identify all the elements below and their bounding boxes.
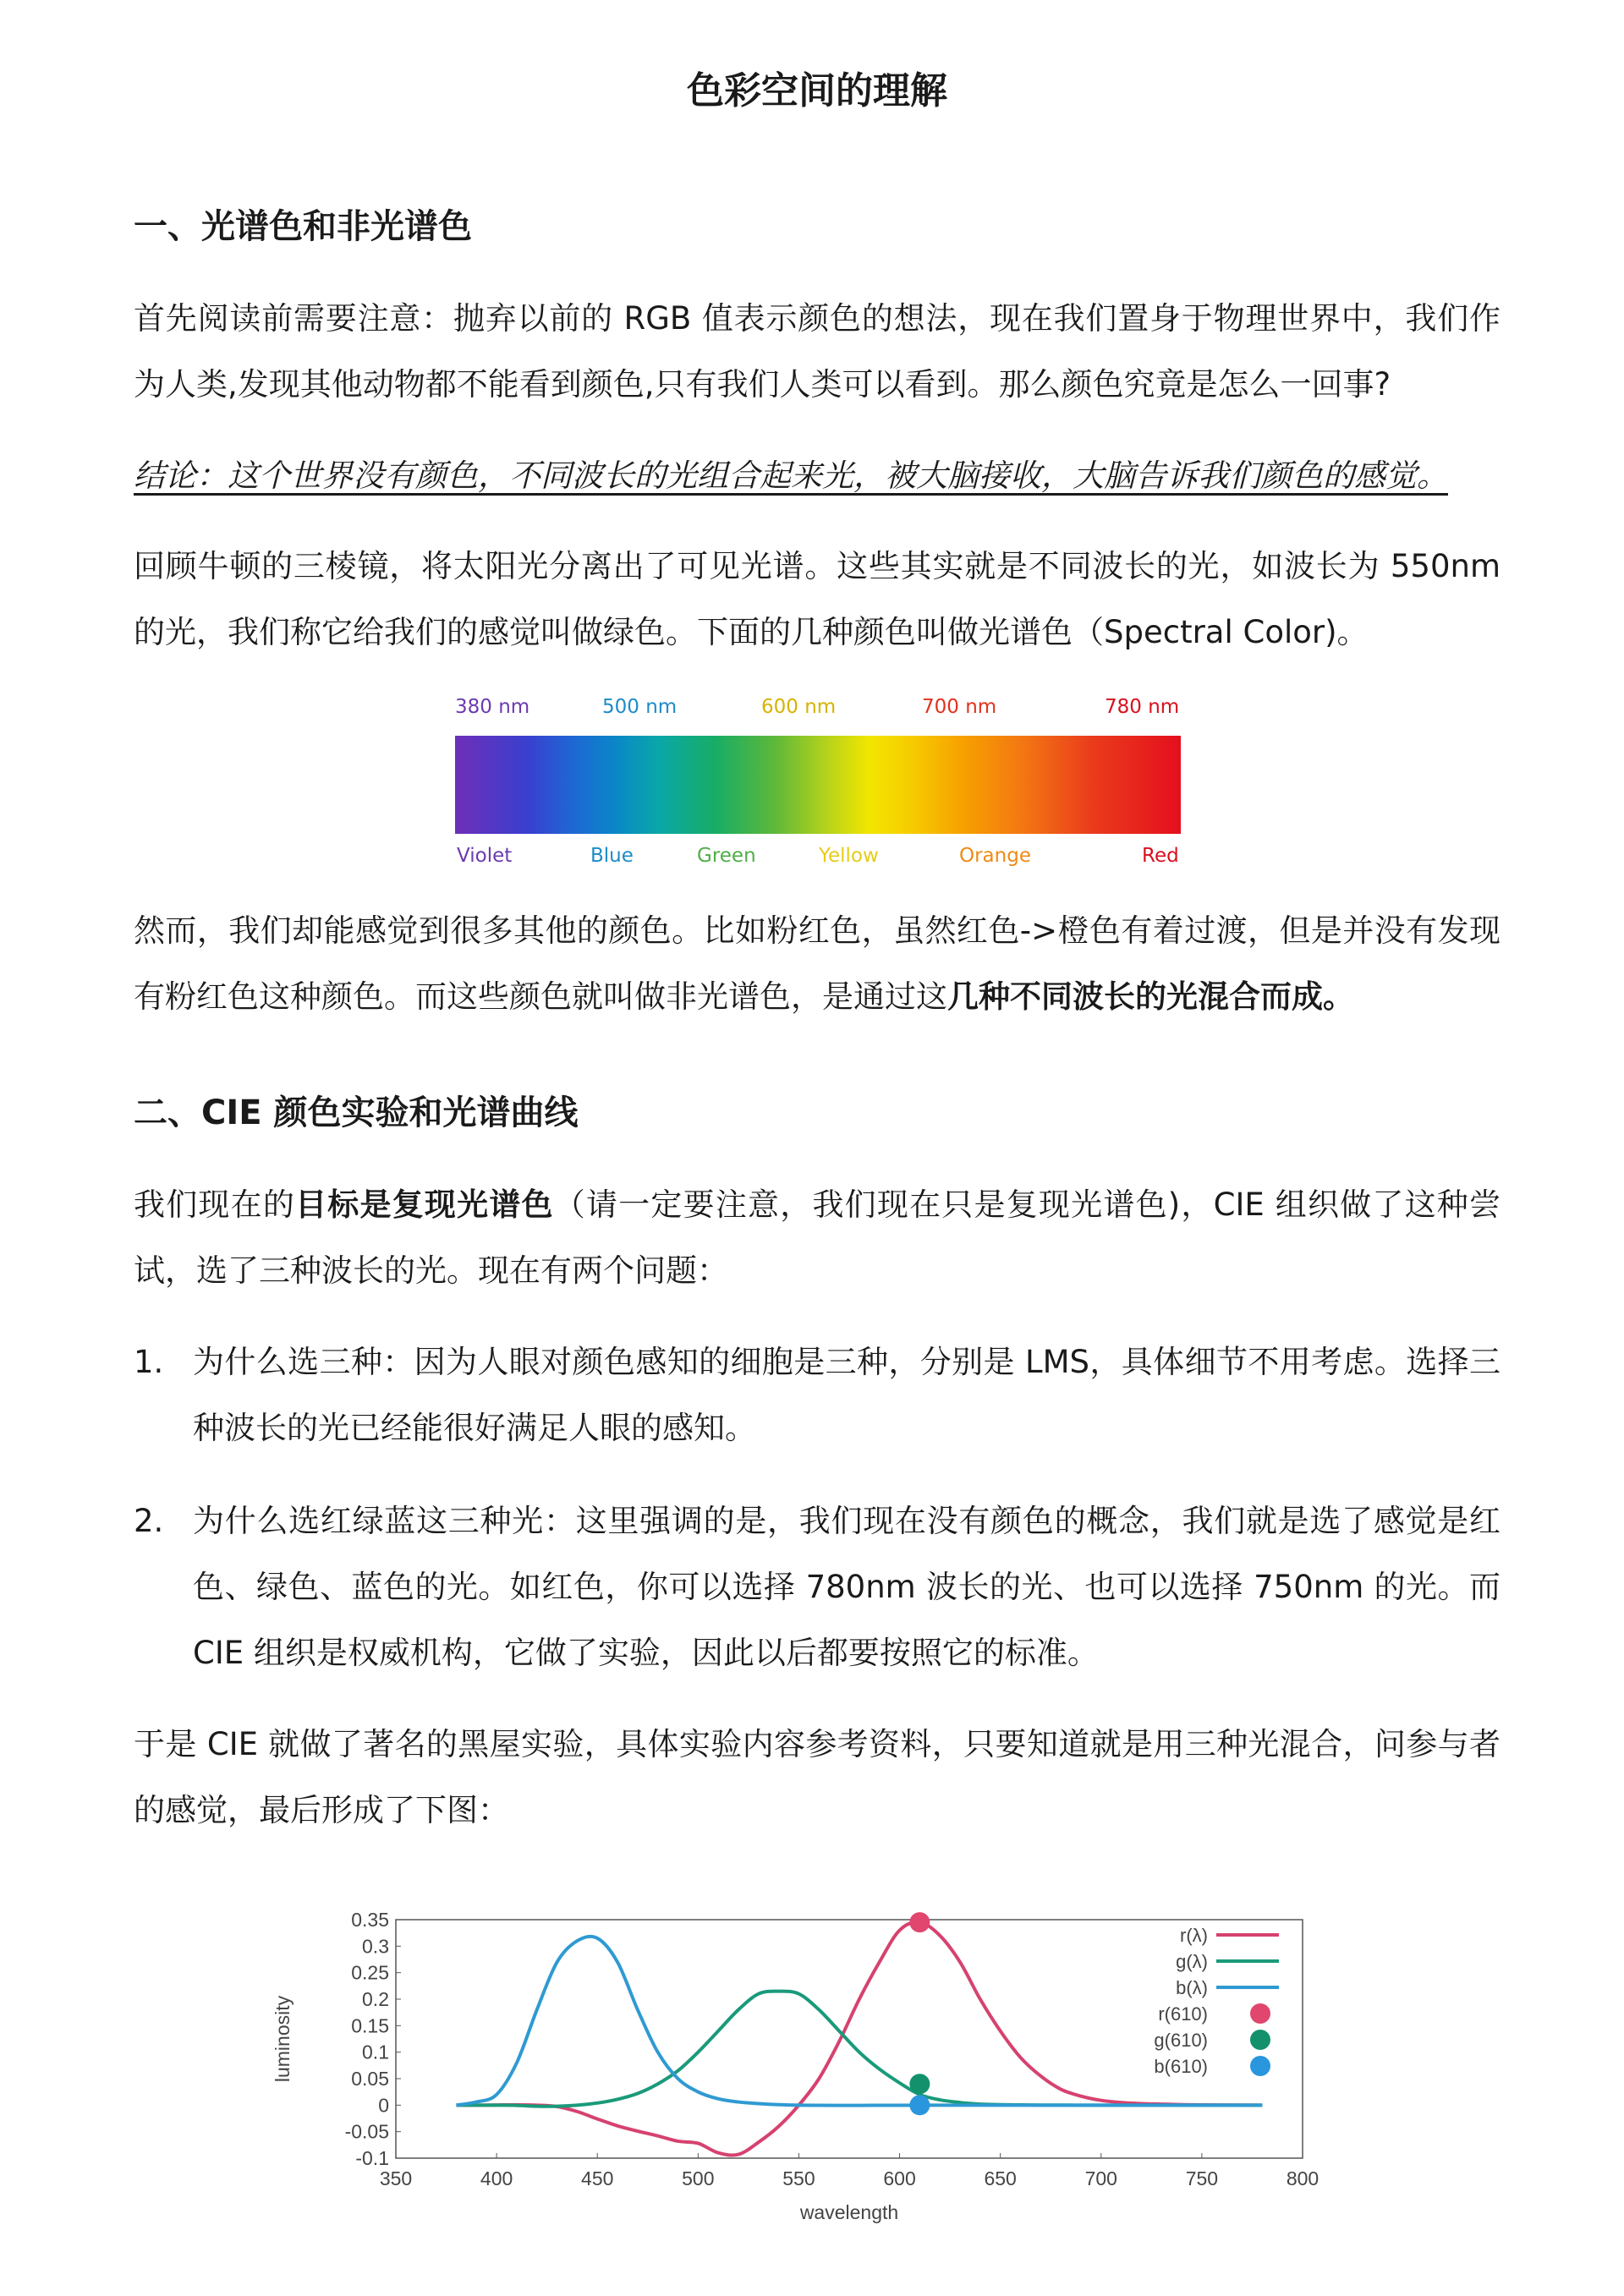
x-tick-label: 500 xyxy=(682,2167,715,2189)
y-tick-label: 0.25 xyxy=(351,1961,389,1984)
x-tick-label: 800 xyxy=(1286,2167,1320,2189)
x-axis-label: wavelength xyxy=(799,2201,899,2223)
list-number: 2. xyxy=(134,1503,164,1539)
legend-label: g(λ) xyxy=(1176,1951,1208,1972)
conclusion-text: 结论：这个世界没有颜色，不同波长的光组合起来光，被大脑接收，大脑告诉我们颜色的感觉。 xyxy=(134,458,1448,494)
y-axis-label: luminosity xyxy=(272,1995,294,2083)
legend-label: b(λ) xyxy=(1176,1977,1208,1998)
goal-prefix: 我们现在的 xyxy=(134,1186,296,1223)
legend-label: g(610) xyxy=(1154,2030,1208,2051)
series-line-g xyxy=(456,1992,1262,2107)
series-line-b xyxy=(456,1937,1262,2106)
spectrum-bar xyxy=(455,736,1181,834)
spectrum-label-yellow: Yellow xyxy=(819,845,879,867)
x-tick-label: 550 xyxy=(782,2167,815,2189)
list-number: 1. xyxy=(134,1344,164,1380)
y-tick-label: 0.15 xyxy=(351,2014,389,2037)
marker-g610 xyxy=(909,2074,930,2094)
spectrum-label-380: 380 nm xyxy=(455,696,530,718)
page-title: 色彩空间的理解 xyxy=(687,69,947,112)
spectrum-label-red: Red xyxy=(1142,845,1179,867)
x-tick-label: 350 xyxy=(379,2167,413,2189)
goal-emphasis: 目标是复现光谱色 xyxy=(295,1186,554,1223)
list-item xyxy=(134,1329,1501,1461)
paragraph-experiment: 于是 CIE 就做了著名的黑屋实验，具体实验内容参考资料，只要知道就是用三种光混合，问参与者的感觉，最后形成了下图： xyxy=(134,1726,1501,1828)
section-heading-2: 二、CIE 颜色实验和光谱曲线 xyxy=(134,1093,579,1132)
x-tick-label: 650 xyxy=(984,2167,1017,2189)
non-spectral-text: 然而，我们却能感觉到很多其他的颜色。比如粉红色，虽然红色->橙色有着过渡，但是并没有发现有粉红色这种颜色。而这些颜色就叫做非光谱色，是通过这 xyxy=(134,912,1501,1015)
spectrum-label-green: Green xyxy=(697,845,756,867)
y-tick-label: -0.05 xyxy=(344,2120,389,2143)
y-tick-label: 0.2 xyxy=(362,1988,389,2010)
spectrum-label-blue: Blue xyxy=(590,845,634,867)
legend-label: b(610) xyxy=(1154,2056,1208,2077)
paragraph-goal xyxy=(134,1172,1501,1304)
y-tick-label: 0.1 xyxy=(362,2041,389,2063)
spectrum-label-700: 700 nm xyxy=(922,696,997,718)
x-tick-label: 400 xyxy=(480,2167,513,2189)
legend-label: r(610) xyxy=(1158,2003,1208,2025)
list-text: 为什么选红绿蓝这三种光：这里强调的是，我们现在没有颜色的概念，我们就是选了感觉是红色、绿色、蓝色的光。如红色，你可以选择 780nm 波长的光、也可以选择 750nm 的光。而 CIE 组织是权威机构，它做了实验，因此以后都要按照它的标准。 xyxy=(193,1503,1501,1671)
y-tick-label: -0.1 xyxy=(355,2147,389,2169)
section-heading-1: 一、光谱色和非光谱色 xyxy=(134,207,472,246)
spectrum-label-orange: Orange xyxy=(959,845,1031,867)
non-spectral-emphasis: 几种不同波长的光混合而成。 xyxy=(947,978,1354,1015)
y-tick-label: 0 xyxy=(378,2094,389,2117)
paragraph-conclusion xyxy=(134,443,1501,509)
y-tick-label: 0.35 xyxy=(351,1909,389,1931)
legend-label: r(λ) xyxy=(1180,1925,1208,1946)
cie-rgb-chart xyxy=(254,1903,1353,2244)
spectrum-label-violet: Violet xyxy=(457,845,513,867)
x-tick-label: 600 xyxy=(883,2167,916,2189)
list-text: 为什么选三种：因为人眼对颜色感知的细胞是三种，分别是 LMS，具体细节不用考虑。选择三种波长的光已经能很好满足人眼的感知。 xyxy=(193,1344,1501,1446)
spectrum-label-600: 600 nm xyxy=(761,696,837,718)
spectrum-label-780: 780 nm xyxy=(1105,696,1180,718)
legend-swatch-dot xyxy=(1250,2003,1270,2024)
legend-swatch-dot xyxy=(1250,2056,1270,2076)
x-tick-label: 700 xyxy=(1084,2167,1117,2189)
list-item xyxy=(134,1488,1501,1686)
goal-suffix: （请一定要注意，我们现在只是复现光谱色)，CIE 组织做了这种尝试，选了三种波长的光。现在有两个问题： xyxy=(134,1186,1501,1289)
paragraph-non-spectral xyxy=(134,898,1501,1030)
marker-b610 xyxy=(909,2095,930,2115)
y-tick-label: 0.3 xyxy=(362,1935,389,1958)
legend-swatch-dot xyxy=(1250,2030,1270,2050)
spectrum-label-500: 500 nm xyxy=(602,696,678,718)
chart-svg xyxy=(254,1903,1353,2241)
marker-r610 xyxy=(909,1912,930,1932)
x-tick-label: 750 xyxy=(1185,2167,1219,2189)
x-tick-label: 450 xyxy=(581,2167,614,2189)
y-tick-label: 0.05 xyxy=(351,2068,389,2090)
paragraph-intro: 首先阅读前需要注意：抛弃以前的 RGB 值表示颜色的想法，现在我们置身于物理世界中，我们作为人类,发现其他动物都不能看到颜色,只有我们人类可以看到。那么颜色究竟是怎么一回事? xyxy=(134,300,1501,403)
paragraph-spectrum: 回顾牛顿的三棱镜，将太阳光分离出了可见光谱。这些其实就是不同波长的光，如波长为 550nm 的光，我们称它给我们的感觉叫做绿色。下面的几种颜色叫做光谱色（Spectral Color)。 xyxy=(134,548,1501,650)
series-line-r xyxy=(456,1922,1262,2156)
spectrum-figure xyxy=(455,695,1182,874)
